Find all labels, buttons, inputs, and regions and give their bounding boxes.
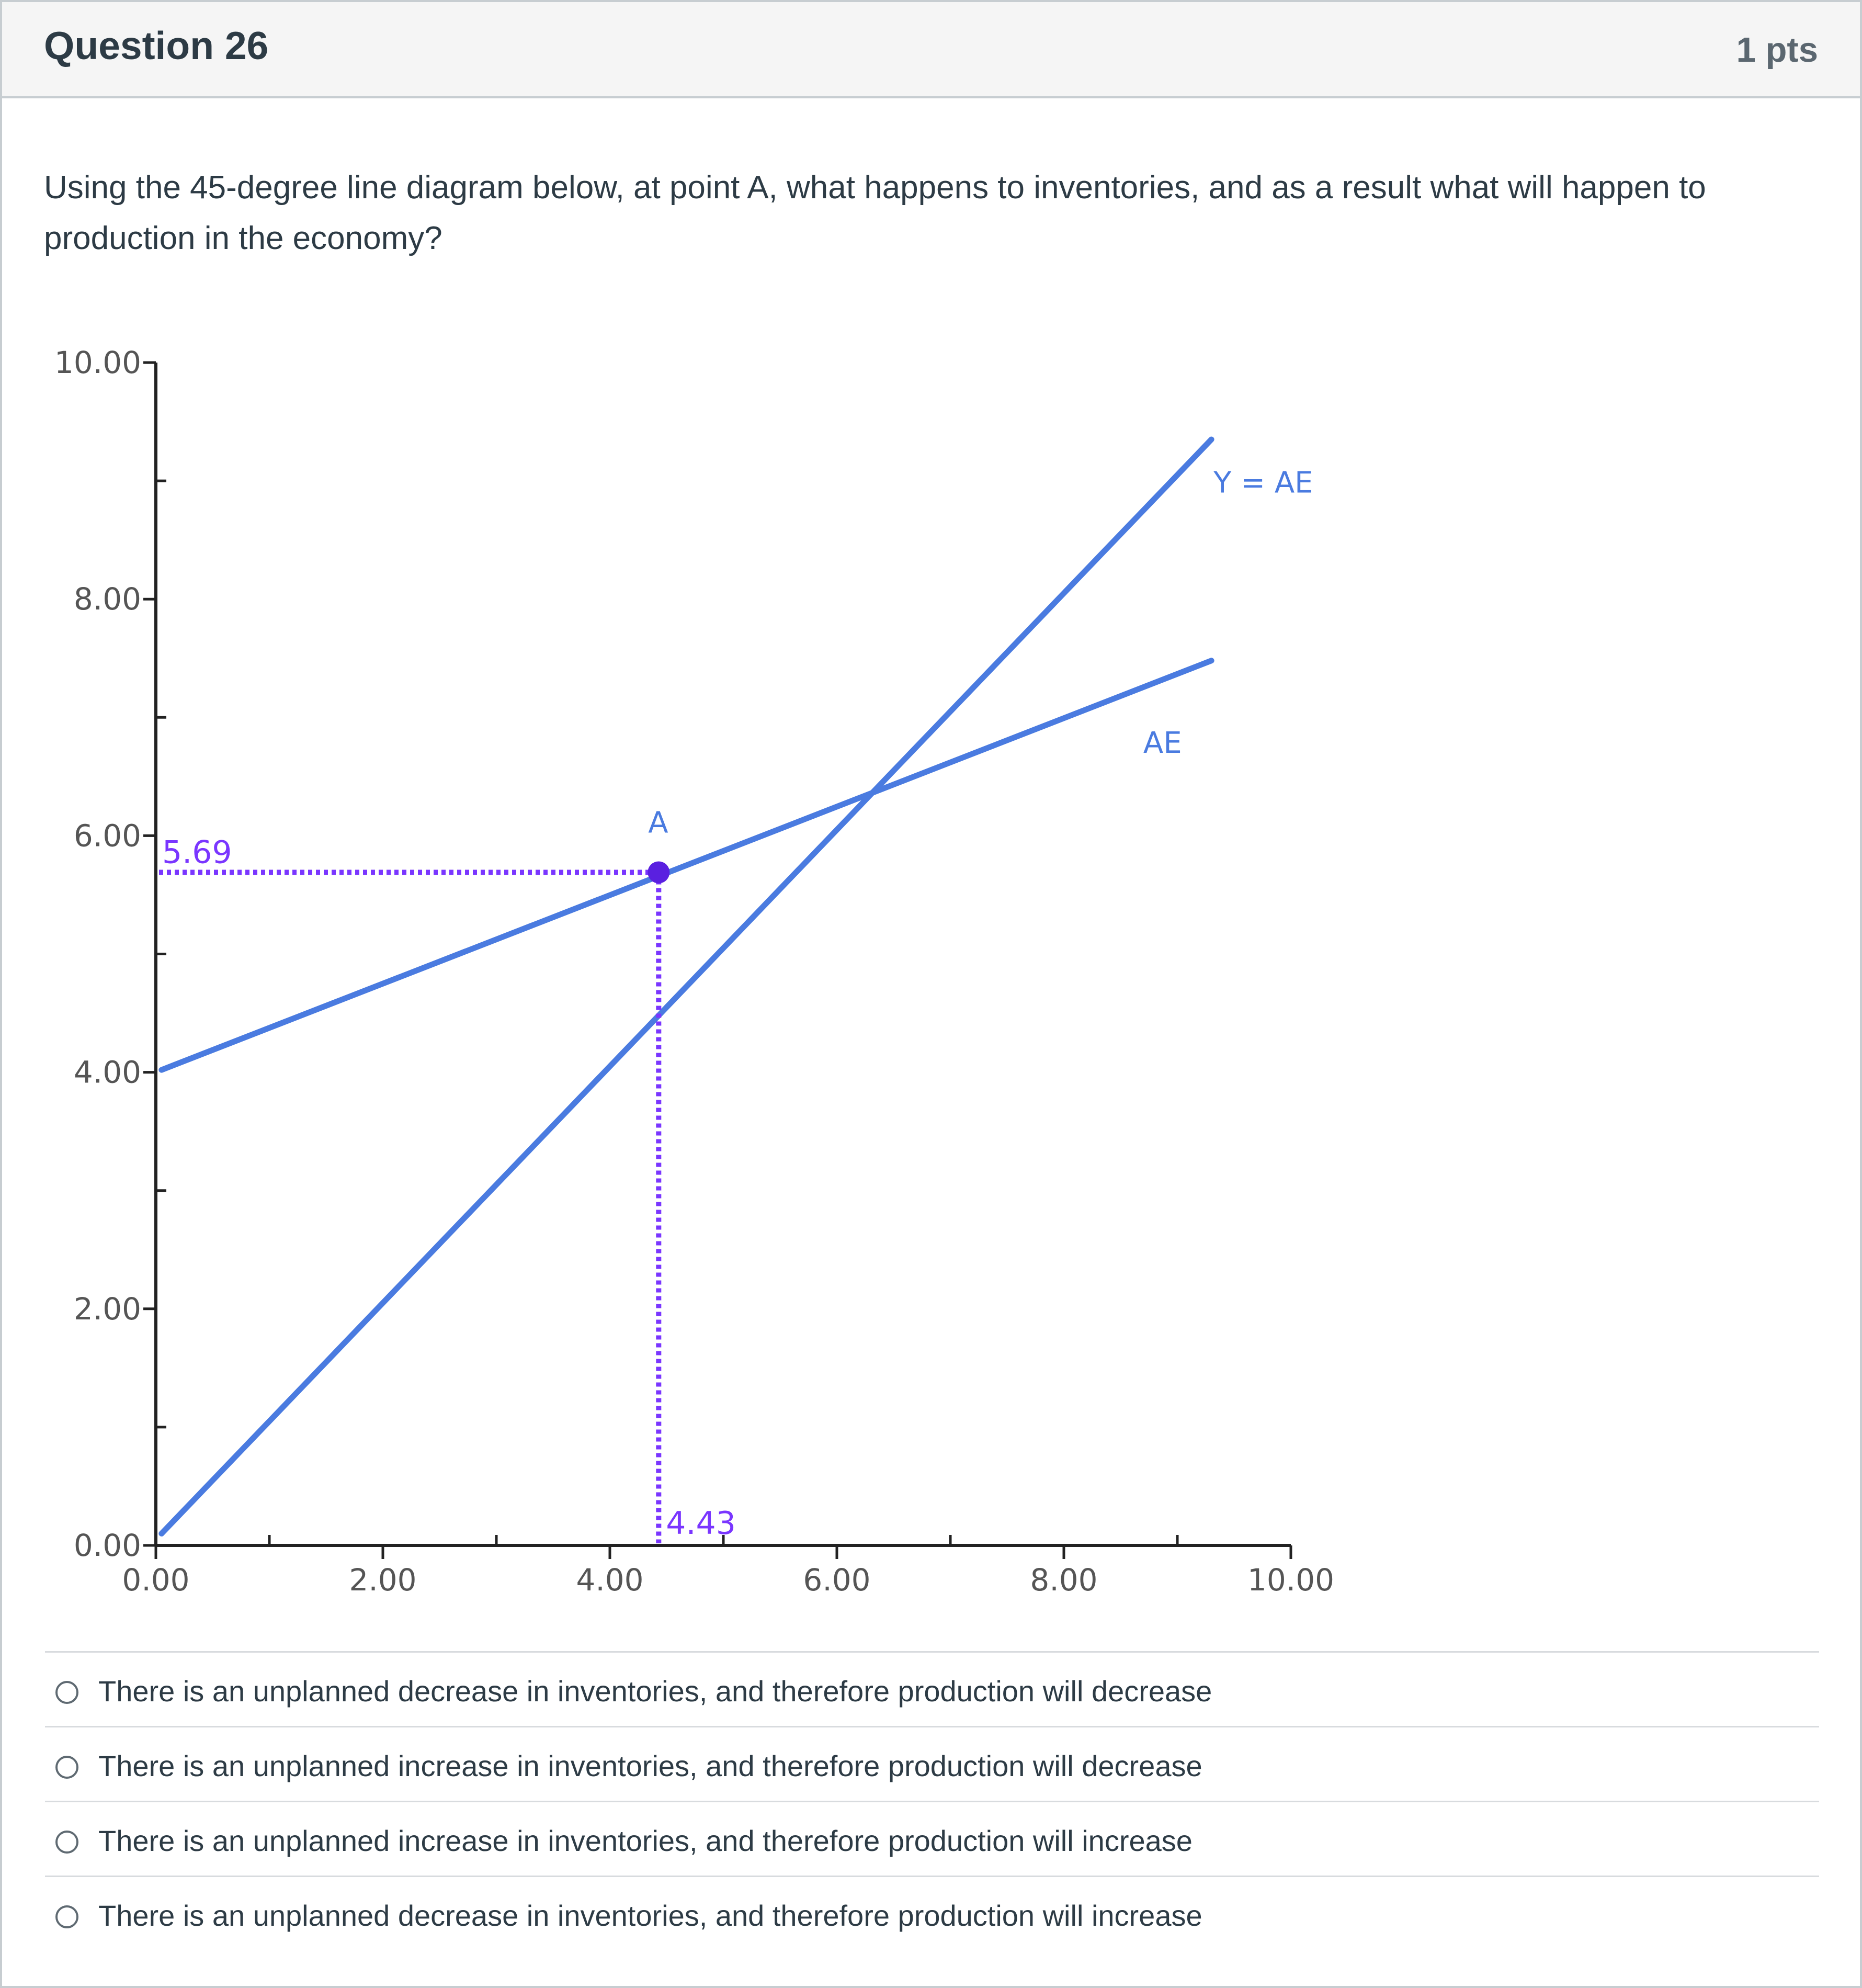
- y-tick-label: 8.00: [73, 581, 141, 617]
- x-tick-label: 8.00: [1030, 1562, 1098, 1598]
- answer-label: There is an unplanned increase in inventories, and therefore production will increase: [98, 1824, 1193, 1857]
- radio-button[interactable]: [55, 1905, 78, 1928]
- line-y-equals-ae: [162, 439, 1211, 1533]
- answer-option[interactable]: [45, 1876, 1819, 1950]
- series-label-ae: AE: [1143, 726, 1182, 761]
- radio-button[interactable]: [55, 1756, 78, 1779]
- question-points: 1 pts: [1736, 30, 1818, 70]
- answer-label: There is an unplanned increase in inventories, and therefore production will decrease: [98, 1749, 1202, 1782]
- diagram-chart: [2, 316, 1414, 1603]
- y-tick-label: 2.00: [73, 1291, 141, 1327]
- y-tick-label: 10.00: [54, 345, 141, 380]
- answer-option[interactable]: [45, 1651, 1819, 1726]
- answer-option[interactable]: [45, 1726, 1819, 1801]
- x-tick-label: 10.00: [1247, 1562, 1335, 1598]
- series-label-y-equals-ae: Y = AE: [1213, 466, 1313, 500]
- question-text: Using the 45-degree line diagram below, at point A, what happens to inventories, and as a result what will happen to production in the economy?: [44, 170, 1706, 256]
- x-tick-label: 4.00: [576, 1562, 644, 1598]
- x-tick-label: 6.00: [803, 1562, 871, 1598]
- point-a-label: A: [648, 806, 668, 840]
- x-tick-label: 0.00: [122, 1562, 190, 1598]
- x-tick-label: 2.00: [349, 1562, 417, 1598]
- answer-label: There is an unplanned decrease in inventories, and therefore production will decrease: [98, 1675, 1212, 1708]
- question-title: Question 26: [44, 24, 269, 67]
- y-tick-label: 6.00: [73, 818, 141, 854]
- radio-button[interactable]: [55, 1831, 78, 1854]
- point-a-marker: [648, 861, 669, 883]
- line-ae: [162, 661, 1211, 1070]
- point-x-value-label: 4.43: [666, 1505, 736, 1542]
- answer-label: There is an unplanned decrease in inventories, and therefore production will increase: [98, 1899, 1202, 1932]
- y-tick-label: 4.00: [73, 1054, 141, 1090]
- radio-button[interactable]: [55, 1681, 78, 1704]
- answer-list: [45, 1651, 1819, 1950]
- y-tick-label: 0.00: [73, 1528, 141, 1563]
- point-y-value-label: 5.69: [162, 834, 232, 871]
- answer-option[interactable]: [45, 1801, 1819, 1876]
- question-header: [2, 2, 1860, 98]
